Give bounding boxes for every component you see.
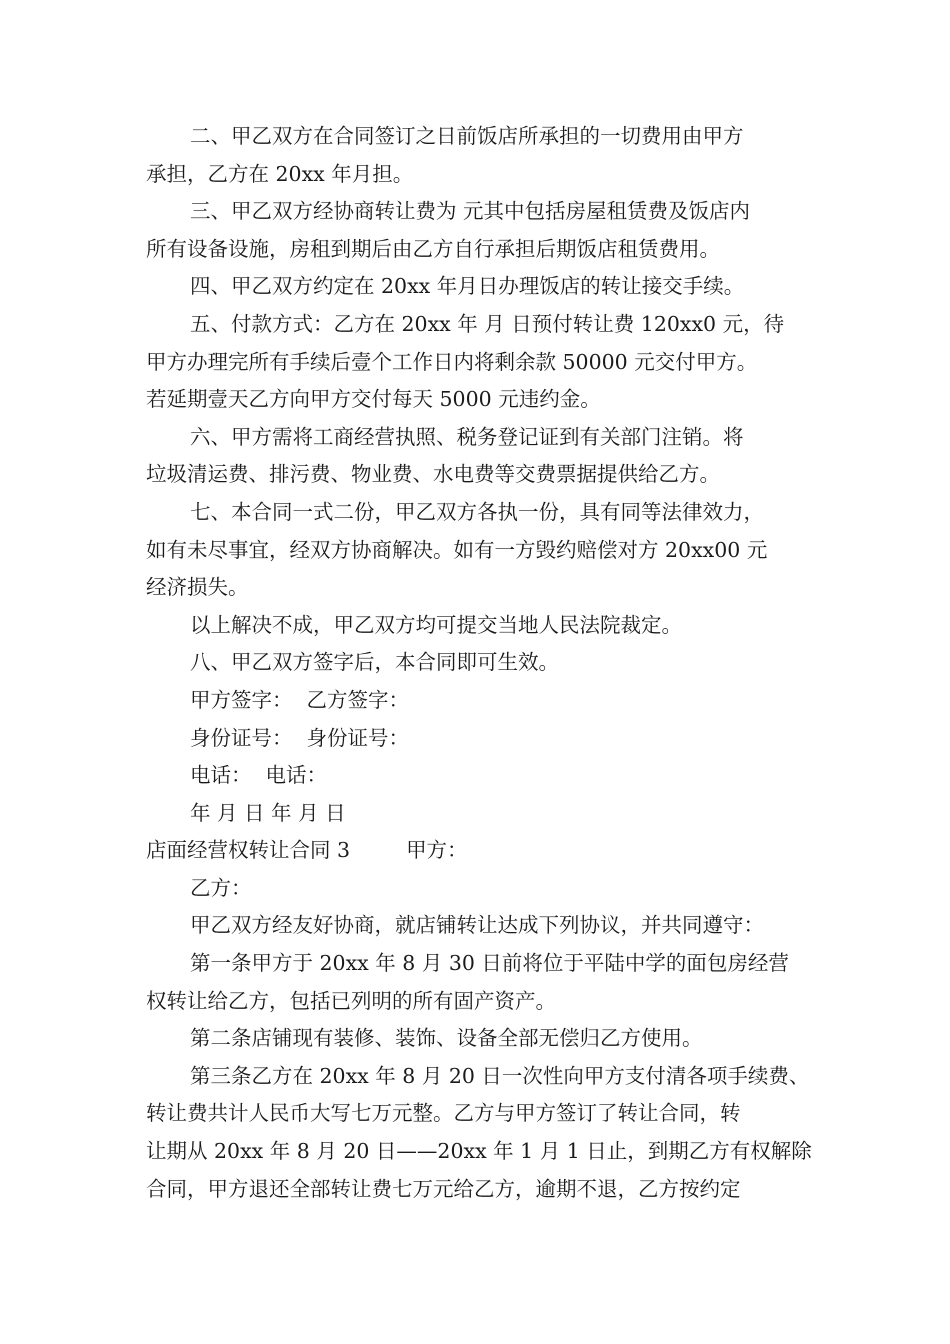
clause-line: 权转让给乙方，包括已列明的所有固产资产。 — [146, 988, 556, 1013]
clause-line: 第三条乙方在 20xx 年 8 月 20 日一次性向甲方支付清各项手续费、 — [190, 1063, 810, 1088]
clause-line: 七、本合同一式二份，甲乙双方各执一份，具有同等法律效力， — [190, 499, 764, 524]
document-page — [146, 118, 818, 1208]
id-number-row — [146, 720, 818, 758]
party-b-phone-label: 电话： — [265, 763, 327, 788]
clause-line: 第二条店铺现有装修、装饰、设备全部无偿归乙方使用。 — [190, 1026, 703, 1051]
clause-6 — [146, 419, 818, 494]
clause-7 — [146, 494, 818, 607]
contract-3-heading-row — [146, 832, 818, 870]
clause-7-note — [146, 607, 818, 645]
party-b-id-label: 身份证号： — [306, 725, 409, 750]
clause-8 — [146, 644, 818, 682]
clause-line: 所有设备设施，房租到期后由乙方自行承担后期饭店租赁费用。 — [146, 236, 720, 261]
party-a-id-label: 身份证号： — [190, 725, 293, 750]
clause-line: 垃圾清运费、排污费、物业费、水电费等交费票据提供给乙方。 — [146, 462, 720, 487]
signature-row — [146, 682, 818, 720]
clause-line: 若延期壹天乙方向甲方交付每天 5000 元违约金。 — [146, 387, 601, 412]
clause-5 — [146, 306, 818, 419]
clause-line: 四、甲乙双方约定在 20xx 年月日办理饭店的转让接交手续。 — [190, 274, 745, 299]
date-line: 年 月 日 年 月 日 — [190, 800, 346, 825]
clause-3 — [146, 193, 818, 268]
clause-2 — [146, 118, 818, 193]
clause-4 — [146, 268, 818, 306]
clause-line: 甲方办理完所有手续后壹个工作日内将剩余款 50000 元交付甲方。 — [146, 349, 758, 374]
clause-line: 第一条甲方于 20xx 年 8 月 30 日前将位于平陆中学的面包房经营 — [190, 951, 789, 976]
party-a-phone-label: 电话： — [190, 763, 252, 788]
clause-line: 八、甲乙双方签字后，本合同即可生效。 — [190, 650, 559, 675]
clause-line: 承担，乙方在 20xx 年月担。 — [146, 161, 414, 186]
party-b-signature-label: 乙方签字： — [306, 687, 409, 712]
contract-3-article-3 — [146, 1058, 818, 1208]
clause-line: 如有未尽事宜，经双方协商解决。如有一方毁约赔偿对方 20xx00 元 — [146, 537, 768, 562]
contract-3-party-b-row — [146, 870, 818, 908]
phone-row — [146, 757, 818, 795]
clause-line: 以上解决不成，甲乙双方均可提交当地人民法院裁定。 — [190, 612, 682, 637]
contract-3-article-2 — [146, 1020, 818, 1058]
clause-line: 二、甲乙双方在合同签订之日前饭店所承担的一切费用由甲方 — [190, 124, 744, 148]
contract-3-title: 店面经营权转让合同 3 — [146, 838, 351, 863]
contract-3-article-1 — [146, 945, 818, 1020]
party-a-signature-label: 甲方签字： — [190, 687, 293, 712]
clause-line: 六、甲方需将工商经营执照、税务登记证到有关部门注销。将 — [190, 424, 744, 449]
contract-3-party-a: 甲方： — [406, 838, 468, 863]
clause-line: 让期从 20xx 年 8 月 20 日——20xx 年 1 月 1 日止，到期乙方有权解除 — [146, 1139, 812, 1164]
clause-line: 转让费共计人民币大写七万元整。乙方与甲方签订了转让合同，转 — [146, 1101, 741, 1126]
clause-line: 甲乙双方经友好协商，就店铺转让达成下列协议，并共同遵守： — [190, 913, 764, 938]
clause-line: 三、甲乙双方经协商转让费为 元其中包括房屋租赁费及饭店内 — [190, 199, 751, 224]
date-row — [146, 795, 818, 833]
clause-line: 合同，甲方退还全部转让费七万元给乙方，逾期不退，乙方按约定 — [146, 1176, 741, 1201]
contract-3-party-b: 乙方： — [190, 875, 252, 900]
clause-line: 五、付款方式：乙方在 20xx 年 月 日预付转让费 120xx0 元，待 — [190, 311, 785, 336]
contract-3-intro — [146, 907, 818, 945]
clause-line: 经济损失。 — [146, 575, 249, 600]
